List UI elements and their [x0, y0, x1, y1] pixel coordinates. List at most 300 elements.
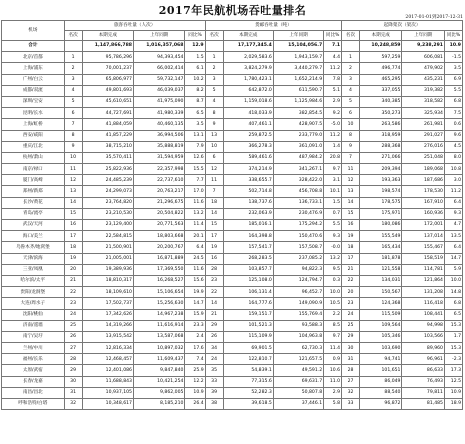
- cell: 12,468,457: [82, 354, 133, 365]
- cell: 9.2: [324, 108, 342, 119]
- cell: 37,446.1: [273, 399, 323, 410]
- table-row: [2, 74, 463, 85]
- cell: 2: [205, 63, 223, 74]
- cell: 24: [64, 309, 82, 320]
- cell: 150,470.6: [273, 231, 323, 242]
- cell: 59,732,147: [133, 74, 184, 85]
- cell: 374,214.9: [223, 164, 273, 175]
- cell: 9.7: [324, 164, 342, 175]
- cell: 198,574: [359, 186, 402, 197]
- cell: 1.7: [444, 331, 462, 342]
- cell: 115,509: [359, 309, 402, 320]
- cell: 105,346: [359, 331, 402, 342]
- cell: 318,582: [402, 96, 445, 107]
- cell: 广州/白云: [2, 74, 65, 85]
- table-row: [2, 175, 463, 186]
- cell: 189,068: [402, 164, 445, 175]
- cell: 50,807.8: [273, 387, 323, 398]
- cell: 长沙/黄花: [2, 197, 65, 208]
- cell: 193,363: [359, 175, 402, 186]
- cell: 19: [64, 253, 82, 264]
- cell: 1,125,984.6: [273, 96, 323, 107]
- cell: 贵阳/龙洞堡: [2, 287, 65, 298]
- cell: 62,730.3: [273, 343, 323, 354]
- cell: 24: [205, 354, 223, 365]
- cell: 251,048: [402, 152, 445, 163]
- cell: 18: [342, 242, 360, 253]
- cell: 22,357,998: [133, 164, 184, 175]
- cell: 46,039,037: [133, 85, 184, 96]
- cell: 428,907.5: [273, 119, 323, 130]
- cell: -0.0: [324, 242, 342, 253]
- cell: 106,131.4: [223, 287, 273, 298]
- cell: 哈尔滨/太平: [2, 275, 65, 286]
- table-row: [2, 208, 463, 219]
- ratio-header: 同比%: [185, 31, 205, 41]
- cell: 31: [342, 354, 360, 365]
- cell: 15: [64, 208, 82, 219]
- cell: 12.6: [185, 152, 205, 163]
- cell: 长春/龙嘉: [2, 376, 65, 387]
- table-row: [2, 320, 463, 331]
- cell: 20,504,822: [133, 208, 184, 219]
- cell: [342, 41, 360, 52]
- cell: 157,508.7: [273, 242, 323, 253]
- cell: 2.9: [324, 387, 342, 398]
- cell: 20: [342, 287, 360, 298]
- cell: 9: [205, 119, 223, 130]
- cell: 25.9: [185, 365, 205, 376]
- cell: 4.4: [324, 52, 342, 63]
- cell: 9,238,291: [402, 41, 445, 52]
- cell: 165,434: [359, 242, 402, 253]
- cell: 1,159,018.6: [223, 96, 273, 107]
- cell: 23: [205, 275, 223, 286]
- cell: 20,771,563: [133, 220, 184, 231]
- cell: 1.4: [324, 141, 342, 152]
- cell: 109,564: [359, 320, 402, 331]
- cell: 115,109.9: [223, 331, 273, 342]
- cell: 11.2: [324, 130, 342, 141]
- cell: 0.9: [324, 354, 342, 365]
- cell: 10.9: [444, 387, 462, 398]
- cell: 94,393,454: [133, 52, 184, 63]
- cell: 17: [342, 253, 360, 264]
- cell: 407,461.1: [223, 119, 273, 130]
- table-row: [2, 220, 463, 231]
- cell: 15,106,654: [133, 287, 184, 298]
- cell: 8: [64, 130, 82, 141]
- cell: 6: [64, 108, 82, 119]
- cell: 7.1: [324, 41, 342, 52]
- cell: 5.5: [324, 220, 342, 231]
- column-header-row: [2, 31, 463, 41]
- cell: 465,295: [359, 74, 402, 85]
- cell: 3.5: [444, 63, 462, 74]
- cell: 325,934: [402, 108, 445, 119]
- cell: 18.9: [444, 399, 462, 410]
- cell: 0.6: [444, 119, 462, 130]
- table-row: [2, 242, 463, 253]
- cell: 17,342,626: [82, 309, 133, 320]
- cell: 40,460,135: [133, 119, 184, 130]
- cell: 西安/咸阳: [2, 130, 65, 141]
- cell: 69,631.7: [273, 376, 323, 387]
- cell: 9: [342, 141, 360, 152]
- cell: 180,086: [359, 220, 402, 231]
- cell: 0.7: [324, 208, 342, 219]
- cell: 13: [64, 186, 82, 197]
- cell: 124,794.7: [273, 275, 323, 286]
- cell: 6.1: [185, 63, 205, 74]
- ratio-header: 同比%: [324, 31, 342, 41]
- cell: 41,884,059: [82, 119, 133, 130]
- cell: 厦门/高崎: [2, 175, 65, 186]
- cell: 138,737.6: [223, 197, 273, 208]
- previous-header: 上年同期: [133, 31, 184, 41]
- table-row: [2, 287, 463, 298]
- cell: 6.4: [444, 197, 462, 208]
- cell: 36,994,506: [133, 130, 184, 141]
- cell: 88,540: [359, 387, 402, 398]
- cell: 77,315.6: [223, 376, 273, 387]
- cell: 4.5: [444, 141, 462, 152]
- cell: 121,864: [402, 275, 445, 286]
- cell: 38,715,210: [82, 141, 133, 152]
- cell: 103,566: [402, 331, 445, 342]
- cell: 44,727,691: [82, 108, 133, 119]
- cell: 北京/首都: [2, 52, 65, 63]
- cell: 39: [205, 387, 223, 398]
- cell: 23: [64, 298, 82, 309]
- cell: 南京/禄口: [2, 164, 65, 175]
- cell: 9.3: [324, 231, 342, 242]
- cell: 29: [64, 365, 82, 376]
- cell: 23.3: [185, 320, 205, 331]
- cell: 14: [64, 197, 82, 208]
- cell: 8.0: [444, 152, 462, 163]
- cell: 1.5: [185, 52, 205, 63]
- cell: 12.9: [185, 41, 205, 52]
- table-row: [2, 387, 463, 398]
- cell: 24: [342, 309, 360, 320]
- cell: 21: [342, 264, 360, 275]
- cell: 13.5: [444, 231, 462, 242]
- cell: 11.2: [444, 186, 462, 197]
- cell: 121,657.5: [273, 354, 323, 365]
- cell: 350,273: [359, 108, 402, 119]
- cell: 589,461.6: [223, 152, 273, 163]
- table-row: [2, 376, 463, 387]
- cell: 昆明/长水: [2, 108, 65, 119]
- cell: 11,616,914: [133, 320, 184, 331]
- cell: 11.4: [185, 220, 205, 231]
- cell: 海口/美兰: [2, 231, 65, 242]
- cell: 366,278.3: [223, 141, 273, 152]
- cell: 81,485: [402, 399, 445, 410]
- cell: 13.1: [185, 130, 205, 141]
- cell: 435,231: [402, 74, 445, 85]
- cell: 20.1: [185, 231, 205, 242]
- cell: 太原/武宿: [2, 365, 65, 376]
- cell: 8,185,210: [133, 399, 184, 410]
- cell: 23: [342, 298, 360, 309]
- cell: 17: [64, 231, 82, 242]
- cell: 22: [205, 287, 223, 298]
- cell: 8.5: [324, 320, 342, 331]
- table-row: [2, 365, 463, 376]
- cell: 20,200,767: [133, 242, 184, 253]
- table-row: [2, 130, 463, 141]
- cell: 25,822,936: [82, 164, 133, 175]
- table-row: [2, 141, 463, 152]
- cell: 14,967,238: [133, 309, 184, 320]
- cell: 14: [205, 298, 223, 309]
- cell: 121,558: [359, 264, 402, 275]
- cell: 11.6: [185, 197, 205, 208]
- cell: 20,763,217: [133, 186, 184, 197]
- cell: 22: [64, 287, 82, 298]
- cell: 164,777.6: [223, 298, 273, 309]
- cell: 17.3: [444, 365, 462, 376]
- cell: 5.9: [444, 264, 462, 275]
- cell: 17.6: [185, 343, 205, 354]
- cell: 16: [342, 220, 360, 231]
- ratio-header: 同比%: [444, 31, 462, 41]
- cell: 33: [342, 399, 360, 410]
- cell: 9.5: [324, 264, 342, 275]
- cell: 35,570,411: [82, 152, 133, 163]
- cell: 12: [64, 175, 82, 186]
- cell: 9.7: [324, 331, 342, 342]
- cell: 11,688,843: [82, 376, 133, 387]
- current-header: 本期完成: [359, 31, 402, 41]
- cell: 5.8: [324, 399, 342, 410]
- cell: 郑州/新郑: [2, 186, 65, 197]
- cell: 3: [205, 74, 223, 85]
- cell: 291,027: [402, 130, 445, 141]
- table-row: [2, 331, 463, 342]
- cell: 呼和浩特/白塔: [2, 399, 65, 410]
- cell: 19: [342, 231, 360, 242]
- cell: 175,971: [359, 208, 402, 219]
- cell: 487,984.2: [273, 152, 323, 163]
- cell: 2.4: [185, 331, 205, 342]
- cell: 上海/虹桥: [2, 119, 65, 130]
- cell: 10.6: [324, 365, 342, 376]
- cell: 134,031: [359, 275, 402, 286]
- cell: 65,806,977: [82, 74, 133, 85]
- cell: 66,002,414: [133, 63, 184, 74]
- cell: 12.5: [444, 376, 462, 387]
- cell: 武汉/天河: [2, 220, 65, 231]
- passenger-group-header: 旅客吞吐量（人次）: [64, 21, 205, 31]
- cell: 5.1: [324, 85, 342, 96]
- total-label: 合计: [2, 41, 65, 52]
- cell: 606,081: [402, 52, 445, 63]
- previous-header: 上年同期: [402, 31, 445, 41]
- table-row: [2, 119, 463, 130]
- cell: 382,854.5: [273, 108, 323, 119]
- cell: 19.9: [185, 287, 205, 298]
- cell: 3: [64, 74, 82, 85]
- cell: 24.5: [185, 253, 205, 264]
- movement-group-header: 起降架次（架次）: [342, 21, 463, 31]
- cell: 福州/长乐: [2, 354, 65, 365]
- cell: 167,910: [402, 197, 445, 208]
- cell: 乌鲁木齐/地窝堡: [2, 242, 65, 253]
- cell: 479,902: [402, 63, 445, 74]
- cell: 209,394: [359, 164, 402, 175]
- cell: 济南/遥墙: [2, 320, 65, 331]
- cell: 261,981: [402, 119, 445, 130]
- cell: 108,441: [402, 309, 445, 320]
- cell: 259,872.5: [223, 130, 273, 141]
- cell: 159,151.7: [223, 309, 273, 320]
- cell: 9.6: [444, 130, 462, 141]
- cell: 14: [205, 208, 223, 219]
- cell: 597,259: [359, 52, 402, 63]
- cell: 15,256,630: [133, 298, 184, 309]
- cell: 185,016.1: [223, 220, 273, 231]
- cell: 276,016: [402, 141, 445, 152]
- table-row: [2, 253, 463, 264]
- cell: 79,811: [402, 387, 445, 398]
- cell: 89,960: [402, 343, 445, 354]
- cell: 268,283.5: [223, 253, 273, 264]
- cell: 28: [205, 264, 223, 275]
- table-row: [2, 96, 463, 107]
- cell: 124,368: [359, 298, 402, 309]
- cell: 7.4: [185, 354, 205, 365]
- cell: 2.2: [324, 309, 342, 320]
- cell: 7: [205, 186, 223, 197]
- cell: 2: [64, 63, 82, 74]
- table-row: [2, 197, 463, 208]
- cell: 13,915,542: [82, 331, 133, 342]
- cell: 13: [205, 130, 223, 141]
- cell: 96,961: [402, 354, 445, 365]
- table-row: [2, 52, 463, 63]
- cell: 172,001: [402, 220, 445, 231]
- cell: 178,575: [359, 197, 402, 208]
- cell: 456,708.8: [273, 186, 323, 197]
- cell: 35,888,819: [133, 141, 184, 152]
- cell: [64, 41, 82, 52]
- rank-header: 名次: [342, 31, 360, 41]
- cell: 深圳/宝安: [2, 96, 65, 107]
- cell: 10.9: [444, 41, 462, 52]
- cell: 6.5: [444, 309, 462, 320]
- cell: 青岛/流亭: [2, 208, 65, 219]
- cell: 三亚/凤凰: [2, 264, 65, 275]
- cell: 15.5: [185, 164, 205, 175]
- cell: 0.3: [324, 275, 342, 286]
- cell: 3: [342, 74, 360, 85]
- cell: 14.8: [444, 287, 462, 298]
- cell: 361,091.0: [273, 141, 323, 152]
- cell: 23,764,820: [82, 197, 133, 208]
- cell: -2.3: [444, 354, 462, 365]
- cell: 15.3: [444, 343, 462, 354]
- cell: 337,055: [359, 85, 402, 96]
- cell: 杭州/萧山: [2, 152, 65, 163]
- cell: 4: [205, 96, 223, 107]
- table-row: [2, 231, 463, 242]
- cell: 4.7: [444, 220, 462, 231]
- cell: 20: [64, 264, 82, 275]
- cell: 1,016,357,068: [133, 41, 184, 52]
- cell: 13.2: [185, 208, 205, 219]
- table-row: [2, 298, 463, 309]
- cell: [205, 41, 223, 52]
- cell: 178,530: [402, 186, 445, 197]
- cell: 7.9: [185, 141, 205, 152]
- airport-header: 机场: [2, 21, 65, 41]
- cell: 288,368: [359, 141, 402, 152]
- cell: 13.2: [324, 253, 342, 264]
- cell: 341,267.1: [273, 164, 323, 175]
- cell: 94,998: [402, 320, 445, 331]
- cell: 93,588.3: [273, 320, 323, 331]
- cell: 21,296,675: [133, 197, 184, 208]
- cell: 233,779.0: [273, 130, 323, 141]
- cell: 28: [64, 354, 82, 365]
- cell: 22,584,815: [82, 231, 133, 242]
- cell: 12.2: [185, 376, 205, 387]
- cell: 31,594,959: [133, 152, 184, 163]
- cell: 136,733.1: [273, 197, 323, 208]
- cell: 122,810.7: [223, 354, 273, 365]
- cell: 103,857.7: [223, 264, 273, 275]
- cell: 7: [342, 152, 360, 163]
- cell: 15: [342, 208, 360, 219]
- cell: 18,810,317: [82, 275, 133, 286]
- cell: 3.5: [185, 119, 205, 130]
- cell: 30: [342, 343, 360, 354]
- cell: 25: [342, 320, 360, 331]
- cell: 319,382: [402, 85, 445, 96]
- cell: 642,872.0: [223, 85, 273, 96]
- cell: 11: [64, 164, 82, 175]
- table-row: [2, 164, 463, 175]
- cell: 15,104,056.7: [273, 41, 323, 52]
- cell: 11.6: [185, 264, 205, 275]
- cell: 9,862,005: [133, 387, 184, 398]
- cell: 6.4: [444, 242, 462, 253]
- cell: 11,609,437: [133, 354, 184, 365]
- cell: 95,786,296: [82, 52, 133, 63]
- cell: 33: [205, 376, 223, 387]
- cell: 232,063.9: [223, 208, 273, 219]
- cell: 52,282.3: [223, 387, 273, 398]
- cell: 6: [205, 152, 223, 163]
- current-header: 本期完成: [82, 31, 133, 41]
- cell: 6.5: [185, 108, 205, 119]
- cell: 114,781: [402, 264, 445, 275]
- cell: 14.7: [185, 298, 205, 309]
- cell: 16: [205, 253, 223, 264]
- cell: 8: [205, 108, 223, 119]
- cell: 6: [342, 108, 360, 119]
- cell: 263,586: [359, 119, 402, 130]
- cell: 34: [205, 343, 223, 354]
- cell: 11.2: [324, 63, 342, 74]
- cell: 41,857,229: [82, 130, 133, 141]
- cell: 496,774: [359, 63, 402, 74]
- cell: 137,014: [402, 231, 445, 242]
- cell: 103,690: [359, 343, 402, 354]
